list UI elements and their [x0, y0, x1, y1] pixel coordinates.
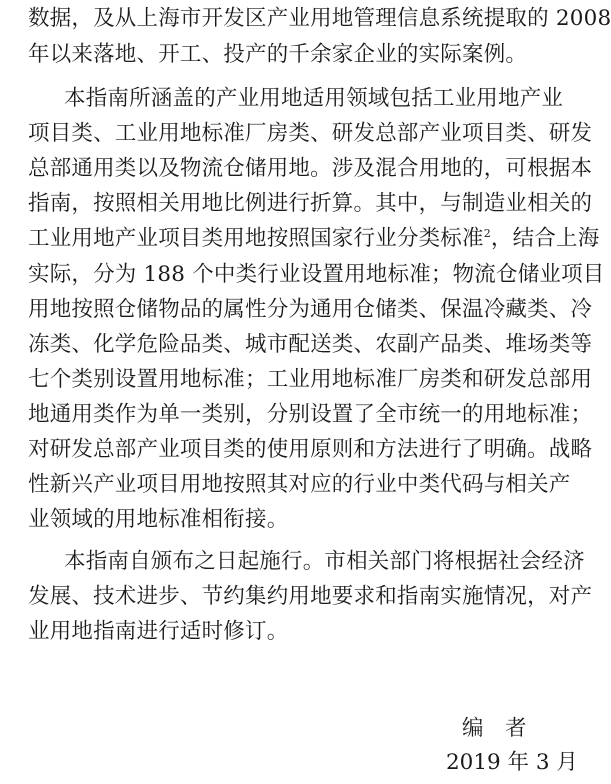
- text-line: 冻类、化学危险品类、城市配送类、农副产品类、堆场类等: [28, 332, 593, 357]
- signature-date: 2019 年 3 月: [446, 750, 578, 775]
- text-line: 对研发总部产业项目类的使用原则和方法进行了明确。战略: [28, 437, 593, 462]
- text-line: 发展、技术进步、节约集约用地要求和指南实施情况，对产: [28, 584, 593, 609]
- text-line: 实际，分为 188 个中类行业设置用地标准；物流仓储业项目: [28, 262, 605, 287]
- text-line: 七个类别设置用地标准；工业用地标准厂房类和研发总部用: [28, 367, 593, 392]
- text-line: 指南，按照相关用地比例进行折算。其中，与制造业相关的: [28, 191, 593, 216]
- text-line: 总部通用类以及物流仓储用地。涉及混合用地的，可根据本: [28, 156, 593, 181]
- text-line-with-footnote: [28, 226, 600, 252]
- signature-editor: 编 者: [462, 716, 527, 741]
- text-segment: ，结合上海: [490, 226, 600, 251]
- text-line: 性新兴产业项目用地按照其对应的行业中类代码与相关产: [28, 472, 571, 497]
- text-line: 业用地指南进行适时修订。: [28, 619, 289, 644]
- text-line: 年以来落地、开工、投产的千余家企业的实际案例。: [28, 42, 528, 67]
- text-line: 数据，及从上海市开发区产业用地管理信息系统提取的 2008: [28, 6, 611, 31]
- text-segment: 工业用地产业项目类用地按照国家行业分类标准: [28, 226, 484, 251]
- footnote-mark: 2: [483, 226, 491, 240]
- text-line: 业领域的用地标准相衔接。: [28, 507, 289, 532]
- text-line: 项目类、工业用地标准厂房类、研发总部产业项目类、研发: [28, 121, 593, 146]
- text-line: 本指南所涵盖的产业用地适用领域包括工业用地产业: [64, 86, 564, 111]
- text-line: 用地按照仓储物品的属性分为通用仓储类、保温冷藏类、冷: [28, 297, 593, 322]
- text-line: 地通用类作为单一类别，分别设置了全市统一的用地标准；: [28, 402, 593, 427]
- text-line: 本指南自颁布之日起施行。市相关部门将根据社会经济: [64, 549, 585, 574]
